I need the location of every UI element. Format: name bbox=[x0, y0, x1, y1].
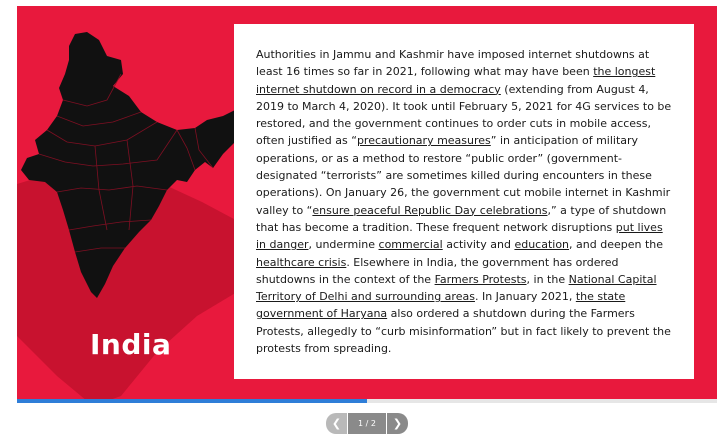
inline-link[interactable]: ensure peaceful Republic Day celebrations bbox=[312, 203, 548, 217]
body-paragraph bbox=[256, 46, 674, 357]
inline-link[interactable]: commercial bbox=[378, 238, 443, 252]
paragraph-text: ” in anticipation of military operations, or as a method to restore “public order” (government-designated “terrorists” are sometimes killed during encounters in these operations). On January 26, the government cut mobile internet in Kashmir valley to “ bbox=[256, 134, 671, 217]
paragraph-text: . Elsewhere in India, the government has ordered shutdowns in the context of the bbox=[256, 255, 619, 286]
paragraph-text: Authorities in Jammu and Kashmir have imposed internet shutdowns at least 16 times so far in 2021, following what may have been bbox=[256, 48, 650, 79]
inline-link[interactable]: precautionary measures bbox=[356, 134, 491, 148]
india-map bbox=[17, 30, 237, 370]
inline-link[interactable]: the longest internet shutdown on record in a democracy bbox=[256, 65, 656, 96]
inline-link[interactable]: healthcare crisis bbox=[256, 255, 347, 269]
next-slide-button[interactable] bbox=[387, 413, 408, 434]
inline-link[interactable]: education bbox=[514, 238, 570, 252]
paragraph-text: , and deepen the bbox=[569, 238, 664, 252]
inline-link[interactable]: National Capital Territory of Delhi and surrounding areas bbox=[256, 272, 657, 304]
chevron-right-icon: ❯ bbox=[392, 417, 403, 430]
slide-counter: 1 / 2 bbox=[348, 413, 386, 434]
carousel-pager bbox=[326, 413, 408, 434]
paragraph-text: (extending from August 4, 2019 to March 4, 2020). It took until February 5, 2021 for 4G services to be restored, and the government continues to order cuts in mobile access, often justified as “ bbox=[256, 82, 672, 148]
progress-bar bbox=[17, 399, 717, 403]
inline-link[interactable]: Farmers Protests bbox=[434, 272, 527, 286]
country-title: India bbox=[90, 328, 172, 361]
paragraph-text: activity and bbox=[442, 238, 515, 252]
carousel-slide bbox=[17, 6, 717, 399]
paragraph-text: also ordered a shutdown during the Farmers Protests, allegedly to “curb misinformation” but in fact likely to prevent the protests from spreading. bbox=[256, 307, 671, 356]
paragraph-text: ,” a type of shutdown that has become a tradition. These frequent network disruptions bbox=[256, 203, 667, 234]
paragraph-text: , undermine bbox=[308, 238, 379, 252]
previous-slide-button[interactable] bbox=[326, 413, 347, 434]
paragraph-text: . In January 2021, bbox=[474, 290, 576, 304]
inline-link[interactable]: the state government of Haryana bbox=[256, 290, 626, 321]
inline-link[interactable]: put lives in danger bbox=[256, 220, 663, 252]
paragraph-text: , in the bbox=[526, 272, 569, 286]
content-card bbox=[234, 24, 694, 379]
progress-fill bbox=[17, 399, 367, 403]
chevron-left-icon: ❮ bbox=[331, 417, 342, 430]
